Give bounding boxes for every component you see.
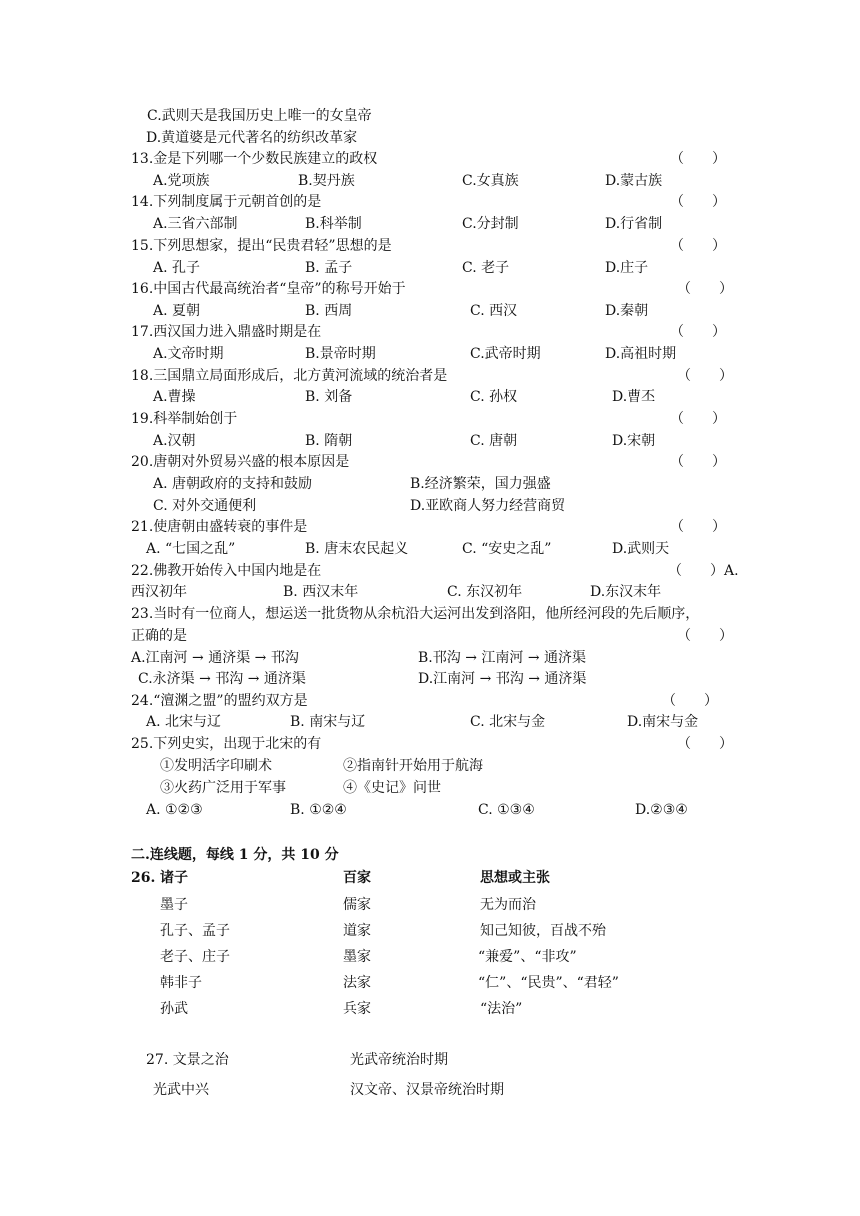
q24-option-c: C. 北宋与金 xyxy=(470,714,546,730)
q22-option-d: D.东汉末年 xyxy=(590,584,662,600)
q15-option-c: C. 老子 xyxy=(462,260,510,276)
q23-option-b: B.邗沟 → 江南河 → 通济渠 xyxy=(418,650,586,666)
q27-match-1: 光武帝统治时期 xyxy=(350,1052,448,1068)
q26-header-ideas: 思想或主张 xyxy=(480,870,550,886)
q26-thinker-1: 墨子 xyxy=(160,897,188,913)
q15-option-a: A. 孔子 xyxy=(153,260,201,276)
q26-school-4: 法家 xyxy=(343,975,371,991)
q20-answer-blank: （ ） xyxy=(670,454,726,470)
q16-option-d: D.秦朝 xyxy=(605,303,649,319)
q21-option-b: B. 唐末农民起义 xyxy=(305,541,409,557)
q25-option-d: D.②③④ xyxy=(635,802,688,818)
q16-answer-blank: （ ） xyxy=(677,281,733,297)
q24-answer-blank: （ ） xyxy=(662,693,718,709)
q25-option-a: A. ①②③ xyxy=(146,802,203,818)
q22-answer-blank: （ ）A. xyxy=(668,563,739,579)
q26-thinker-2: 孔子、孟子 xyxy=(160,923,230,939)
q26-header-schools: 百家 xyxy=(343,870,371,886)
q26-school-1: 儒家 xyxy=(343,897,371,913)
q23-option-d: D.江南河 → 邗沟 → 通济渠 xyxy=(418,671,587,687)
q20-option-a: A. 唐朝政府的支持和鼓励 xyxy=(153,476,313,492)
q14-stem: 14.下列制度属于元朝首创的是 xyxy=(131,194,322,210)
q16-option-c: C. 西汉 xyxy=(470,303,518,319)
q24-option-a: A. 北宋与辽 xyxy=(146,714,222,730)
q20-option-d: D.亚欧商人努力经营商贸 xyxy=(410,498,566,514)
q22-option-a: 西汉初年 xyxy=(131,584,187,600)
q13-option-a: A.党项族 xyxy=(153,173,210,189)
q18-stem: 18.三国鼎立局面形成后，北方黄河流域的统治者是 xyxy=(131,368,448,384)
q26-idea-2: 知己知彼，百战不殆 xyxy=(480,923,606,939)
q25-stem: 25.下列史实，出现于北宋的有 xyxy=(131,736,322,752)
q26-thinker-3: 老子、庄子 xyxy=(160,949,230,965)
q16-option-a: A. 夏朝 xyxy=(153,303,201,319)
q12-option-d: D.黄道婆是元代著名的纺织改革家 xyxy=(146,130,358,146)
q26-thinker-4: 韩非子 xyxy=(160,975,202,991)
q17-option-d: D.高祖时期 xyxy=(605,346,677,362)
section-2-heading: 二.连线题，每线 1 分，共 10 分 xyxy=(131,847,339,863)
q14-option-d: D.行省制 xyxy=(605,216,663,232)
q16-option-b: B. 西周 xyxy=(305,303,353,319)
q20-option-b: B.经济繁荣，国力强盛 xyxy=(410,476,551,492)
q15-option-b: B. 孟子 xyxy=(305,260,353,276)
q22-option-b: B. 西汉末年 xyxy=(283,584,359,600)
q26-idea-3: “兼爱”、“非攻” xyxy=(478,949,577,965)
q15-answer-blank: （ ） xyxy=(670,238,726,254)
q18-answer-blank: （ ） xyxy=(677,368,733,384)
q17-option-a: A.文帝时期 xyxy=(153,346,224,362)
q19-option-a: A.汉朝 xyxy=(153,433,196,449)
q26-school-2: 道家 xyxy=(343,923,371,939)
q14-answer-blank: （ ） xyxy=(670,194,726,210)
q22-stem: 22.佛教开始传入中国内地是在 xyxy=(131,563,322,579)
q27-match-2: 汉文帝、汉景帝统治时期 xyxy=(350,1082,504,1098)
q25-answer-blank: （ ） xyxy=(677,736,733,752)
q19-option-d: D.宋朝 xyxy=(612,433,656,449)
q23-option-a: A.江南河 → 通济渠 → 邗沟 xyxy=(131,650,299,666)
q19-answer-blank: （ ） xyxy=(670,411,726,427)
q22-option-c: C. 东汉初年 xyxy=(447,584,523,600)
q23-option-c: C.永济渠 → 邗沟 → 通济渠 xyxy=(138,671,306,687)
q18-option-b: B. 刘备 xyxy=(305,389,353,405)
q20-option-c: C. 对外交通便利 xyxy=(153,498,257,514)
q26-idea-4: “仁”、“民贵”、“君轻” xyxy=(478,975,619,991)
q18-option-c: C. 孙权 xyxy=(470,389,518,405)
q15-stem: 15.下列思想家，提出“民贵君轻”思想的是 xyxy=(131,238,392,254)
q21-option-d: D.武则天 xyxy=(612,541,670,557)
q25-option-c: C. ①③④ xyxy=(478,802,535,818)
q25-item-3: ③火药广泛用于军事 xyxy=(160,780,286,796)
q14-option-a: A.三省六部制 xyxy=(153,216,238,232)
q26-idea-5: “法治” xyxy=(480,1001,523,1017)
q17-option-b: B.景帝时期 xyxy=(305,346,376,362)
q24-option-d: D.南宋与金 xyxy=(627,714,699,730)
q13-option-c: C.女真族 xyxy=(462,173,519,189)
q26-header-thinkers: 诸子 xyxy=(160,870,188,886)
q13-option-d: D.蒙古族 xyxy=(605,173,663,189)
q25-item-2: ②指南针开始用于航海 xyxy=(343,758,483,774)
q17-option-c: C.武帝时期 xyxy=(470,346,541,362)
q20-stem: 20.唐朝对外贸易兴盛的根本原因是 xyxy=(131,454,350,470)
q25-item-4: ④《史记》问世 xyxy=(343,780,441,796)
q26-label: 26. xyxy=(131,870,156,886)
q25-item-1: ①发明活字印刷术 xyxy=(160,758,272,774)
q18-option-d: D.曹丕 xyxy=(612,389,656,405)
q25-option-b: B. ①②④ xyxy=(290,802,347,818)
q21-stem: 21.使唐朝由盛转衰的事件是 xyxy=(131,519,308,535)
q23-answer-blank: （ ） xyxy=(677,628,733,644)
q18-option-a: A.曹操 xyxy=(153,389,196,405)
q26-idea-1: 无为而治 xyxy=(480,897,536,913)
q17-answer-blank: （ ） xyxy=(670,324,726,340)
q23-stem-cont: 正确的是 xyxy=(131,628,187,644)
q17-stem: 17.西汉国力进入鼎盛时期是在 xyxy=(131,324,322,340)
q19-option-c: C. 唐朝 xyxy=(470,433,518,449)
q16-stem: 16.中国古代最高统治者“皇帝”的称号开始于 xyxy=(131,281,406,297)
q26-school-5: 兵家 xyxy=(343,1001,371,1017)
q21-option-c: C. “安史之乱” xyxy=(462,541,552,557)
q26-thinker-5: 孙武 xyxy=(160,1001,188,1017)
q23-stem: 23.当时有一位商人，想运送一批货物从余杭沿大运河出发到洛阳，他所经河段的先后顺序， xyxy=(131,606,700,622)
q13-answer-blank: （ ） xyxy=(670,151,726,167)
q21-option-a: A. “七国之乱” xyxy=(146,541,236,557)
q26-school-3: 墨家 xyxy=(343,949,371,965)
q24-stem: 24.“澶渊之盟”的盟约双方是 xyxy=(131,693,308,709)
q15-option-d: D.庄子 xyxy=(605,260,649,276)
q14-option-c: C.分封制 xyxy=(462,216,519,232)
q27-item-2: 光武中兴 xyxy=(153,1082,209,1098)
q13-stem: 13.金是下列哪一个少数民族建立的政权 xyxy=(131,151,378,167)
q13-option-b: B.契丹族 xyxy=(298,173,355,189)
q21-answer-blank: （ ） xyxy=(670,519,726,535)
q27-item-1: 27. 文景之治 xyxy=(146,1052,229,1068)
q19-option-b: B. 隋朝 xyxy=(305,433,353,449)
q24-option-b: B. 南宋与辽 xyxy=(290,714,366,730)
q19-stem: 19.科举制始创于 xyxy=(131,411,238,427)
q12-option-c: C.武则天是我国历史上唯一的女皇帝 xyxy=(147,108,372,124)
q14-option-b: B.科举制 xyxy=(305,216,362,232)
